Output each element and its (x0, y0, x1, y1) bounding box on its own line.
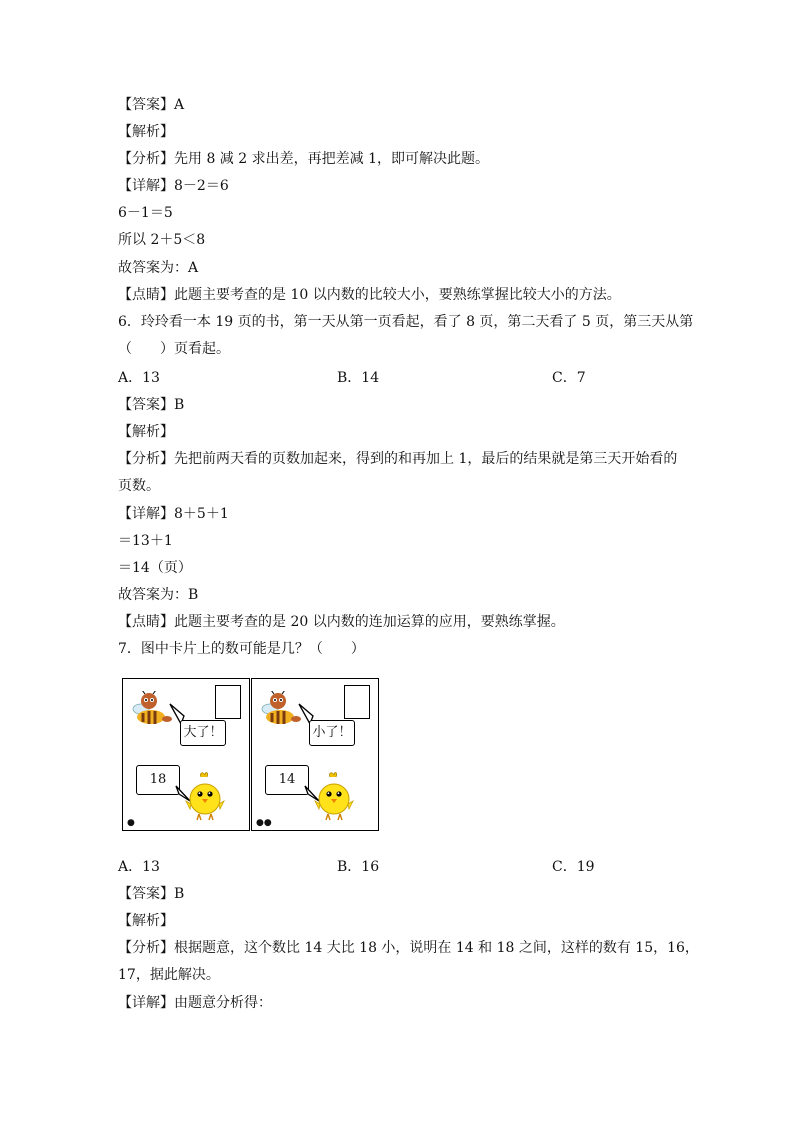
detail-line: ＝13＋1 (118, 533, 173, 549)
analysis-text: 17，据此解决。 (118, 967, 220, 983)
speech-bubble-too-small: 小了！ (309, 720, 355, 746)
analysis-text: 【分析】先把前两天看的页数加起来，得到的和再加上 1，最后的结果就是第三天开始看的 (118, 451, 678, 467)
question-6-text: （ ）页看起。 (118, 341, 230, 357)
q7-option-a: A．13 (118, 859, 160, 875)
q7-option-b: B．16 (337, 859, 380, 875)
figure-panel-left (122, 678, 250, 831)
panel-dot-marker: ● (127, 818, 135, 828)
q7-option-c: C．19 (552, 859, 595, 875)
conclusion-line: 故答案为：B (118, 587, 199, 603)
analysis-heading: 【解析】 (118, 913, 174, 929)
detail-line: 【详解】8－2＝6 (118, 178, 229, 194)
panel-dot-marker: ●● (256, 818, 272, 828)
remark-line: 【点睛】此题主要考查的是 20 以内数的连加运算的应用，要熟练掌握。 (118, 614, 565, 630)
detail-line: 所以 2＋5＜8 (118, 232, 206, 248)
detail-line: 【详解】8＋5＋1 (118, 506, 229, 522)
guess-number-bubble: 18 (136, 765, 180, 795)
question-7-figure (122, 678, 382, 833)
chick-icon (183, 771, 227, 821)
detail-line: ＝14（页） (118, 560, 192, 576)
answer-line: 【答案】B (118, 397, 185, 413)
chick-icon (312, 771, 356, 821)
speech-bubble-too-big: 大了！ (180, 720, 226, 746)
remark-line: 【点睛】此题主要考查的是 10 以内数的比较大小，要熟练掌握比较大小的方法。 (118, 287, 621, 303)
conclusion-line: 故答案为：A (118, 260, 199, 276)
number-card (215, 685, 241, 719)
answer-line: 【答案】A (118, 97, 185, 113)
detail-line: 6－1＝5 (118, 205, 173, 221)
q6-option-c: C．7 (552, 370, 586, 386)
analysis-heading: 【解析】 (118, 124, 174, 140)
question-6-text: 6．玲玲看一本 19 页的书，第一天从第一页看起，看了 8 页，第二天看了 5 页，第三天从第 (118, 314, 694, 330)
analysis-heading: 【解析】 (118, 424, 174, 440)
analysis-text: 【分析】根据题意，这个数比 14 大比 18 小，说明在 14 和 18 之间，这样的数有 15，16， (118, 940, 699, 956)
answer-line: 【答案】B (118, 886, 185, 902)
analysis-text: 页数。 (118, 478, 160, 494)
figure-panel-right (251, 678, 379, 831)
analysis-text: 【分析】先用 8 减 2 求出差，再把差减 1，即可解决此题。 (118, 151, 489, 167)
number-card (344, 685, 370, 719)
q6-option-b: B．14 (337, 370, 380, 386)
question-7-text: 7．图中卡片上的数可能是几？（ ） (118, 641, 365, 657)
q6-option-a: A．13 (118, 370, 160, 386)
detail-line: 【详解】由题意分析得： (118, 995, 272, 1011)
guess-number-bubble: 14 (265, 765, 309, 795)
